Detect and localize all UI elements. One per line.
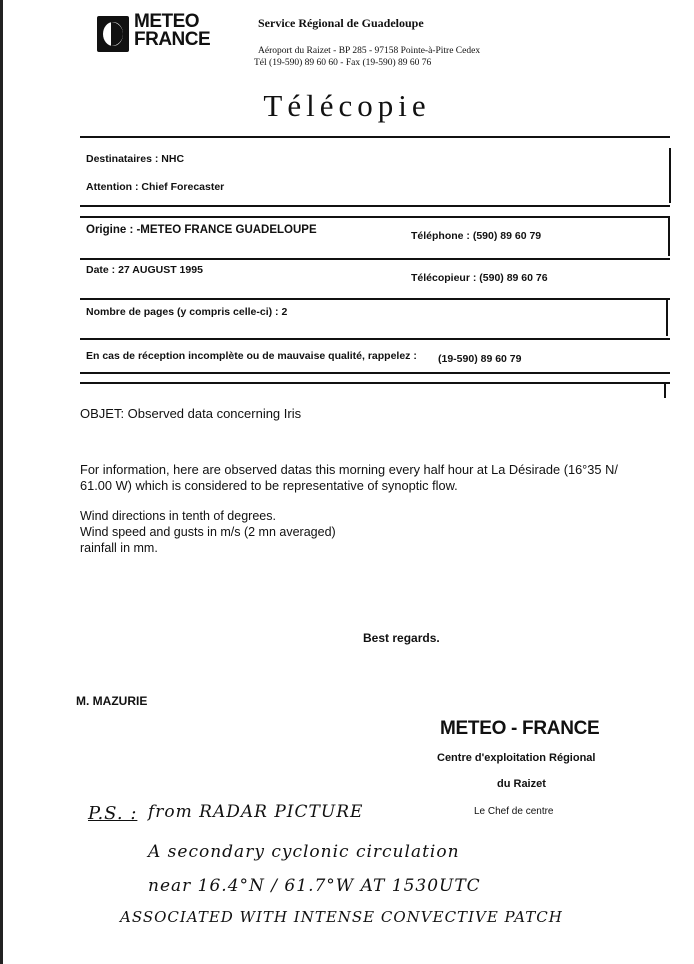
units-line1: Wind directions in tenth of degrees. <box>80 509 276 523</box>
field-reception-number: (19-590) 89 60 79 <box>438 353 522 365</box>
form-rule-right <box>666 300 668 336</box>
phone-fax: Tél (19-590) 89 60 60 - Fax (19-590) 89 60 76 <box>254 58 432 68</box>
handwritten-line4: ASSOCIATED WITH INTENSE CONVECTIVE PATCH <box>120 908 563 926</box>
form-rule <box>80 205 670 207</box>
units-line2: Wind speed and gusts in m/s (2 mn averaged) <box>80 525 336 539</box>
form-rule <box>80 258 670 260</box>
stamp-title: METEO - FRANCE <box>440 718 600 739</box>
form-rule <box>80 298 670 300</box>
handwritten-line3: near 16.4°N / 61.7°W AT 1530UTC <box>148 876 481 896</box>
form-rule <box>80 382 670 384</box>
handwritten-line1: from RADAR PICTURE <box>148 802 364 822</box>
stamp-line2: Centre d'exploitation Régional <box>437 752 596 764</box>
field-telephone: Téléphone : (590) 89 60 79 <box>411 230 542 242</box>
units-line3: rainfall in mm. <box>80 541 158 555</box>
signature-name: M. MAZURIE <box>76 694 148 708</box>
form-rule <box>80 216 670 218</box>
form-rule-right <box>664 384 666 398</box>
stamp-line4: Le Chef de centre <box>474 806 554 817</box>
page-title: Télécopie <box>263 88 431 123</box>
logo-line1: METEO <box>134 11 200 32</box>
meteo-france-logo-icon <box>97 16 129 52</box>
stamp-line3: du Raizet <box>497 778 546 790</box>
field-reception: En cas de réception incomplète ou de mauvaise qualité, rappelez : <box>86 350 417 362</box>
objet-line: OBJET: Observed data concerning Iris <box>80 406 302 421</box>
field-origine: Origine : -METEO FRANCE GUADELOUPE <box>86 224 317 236</box>
info-line1: For information, here are observed datas this morning every half hour at La Désirade (16°35 N/ <box>80 462 618 477</box>
page-edge-left <box>0 0 3 964</box>
meteo-france-logo <box>97 11 215 54</box>
form-rule <box>80 372 670 374</box>
form-rule <box>80 338 670 340</box>
form-rule <box>80 136 670 138</box>
field-attention: Attention : Chief Forecaster <box>86 181 225 193</box>
logo-line2: FRANCE <box>134 29 211 50</box>
service-name: Service Régional de Guadeloupe <box>258 16 424 30</box>
closing-regards: Best regards. <box>363 631 440 645</box>
handwritten-line2: A secondary cyclonic circulation <box>148 842 460 862</box>
field-telecopieur: Télécopieur : (590) 89 60 76 <box>411 272 548 284</box>
address: Aéroport du Raizet - BP 285 - 97158 Pointe-à-Pitre Cedex <box>258 46 481 56</box>
form-rule-right <box>668 218 670 256</box>
field-date: Date : 27 AUGUST 1995 <box>86 264 203 276</box>
handwritten-ps-label: P.S. : <box>88 803 138 824</box>
form-rule-right <box>669 148 671 203</box>
field-destinataires: Destinataires : NHC <box>86 153 185 165</box>
field-nombre-pages: Nombre de pages (y compris celle-ci) : 2 <box>86 306 288 318</box>
info-line2: 61.00 W) which is considered to be representative of synoptic flow. <box>80 478 458 493</box>
